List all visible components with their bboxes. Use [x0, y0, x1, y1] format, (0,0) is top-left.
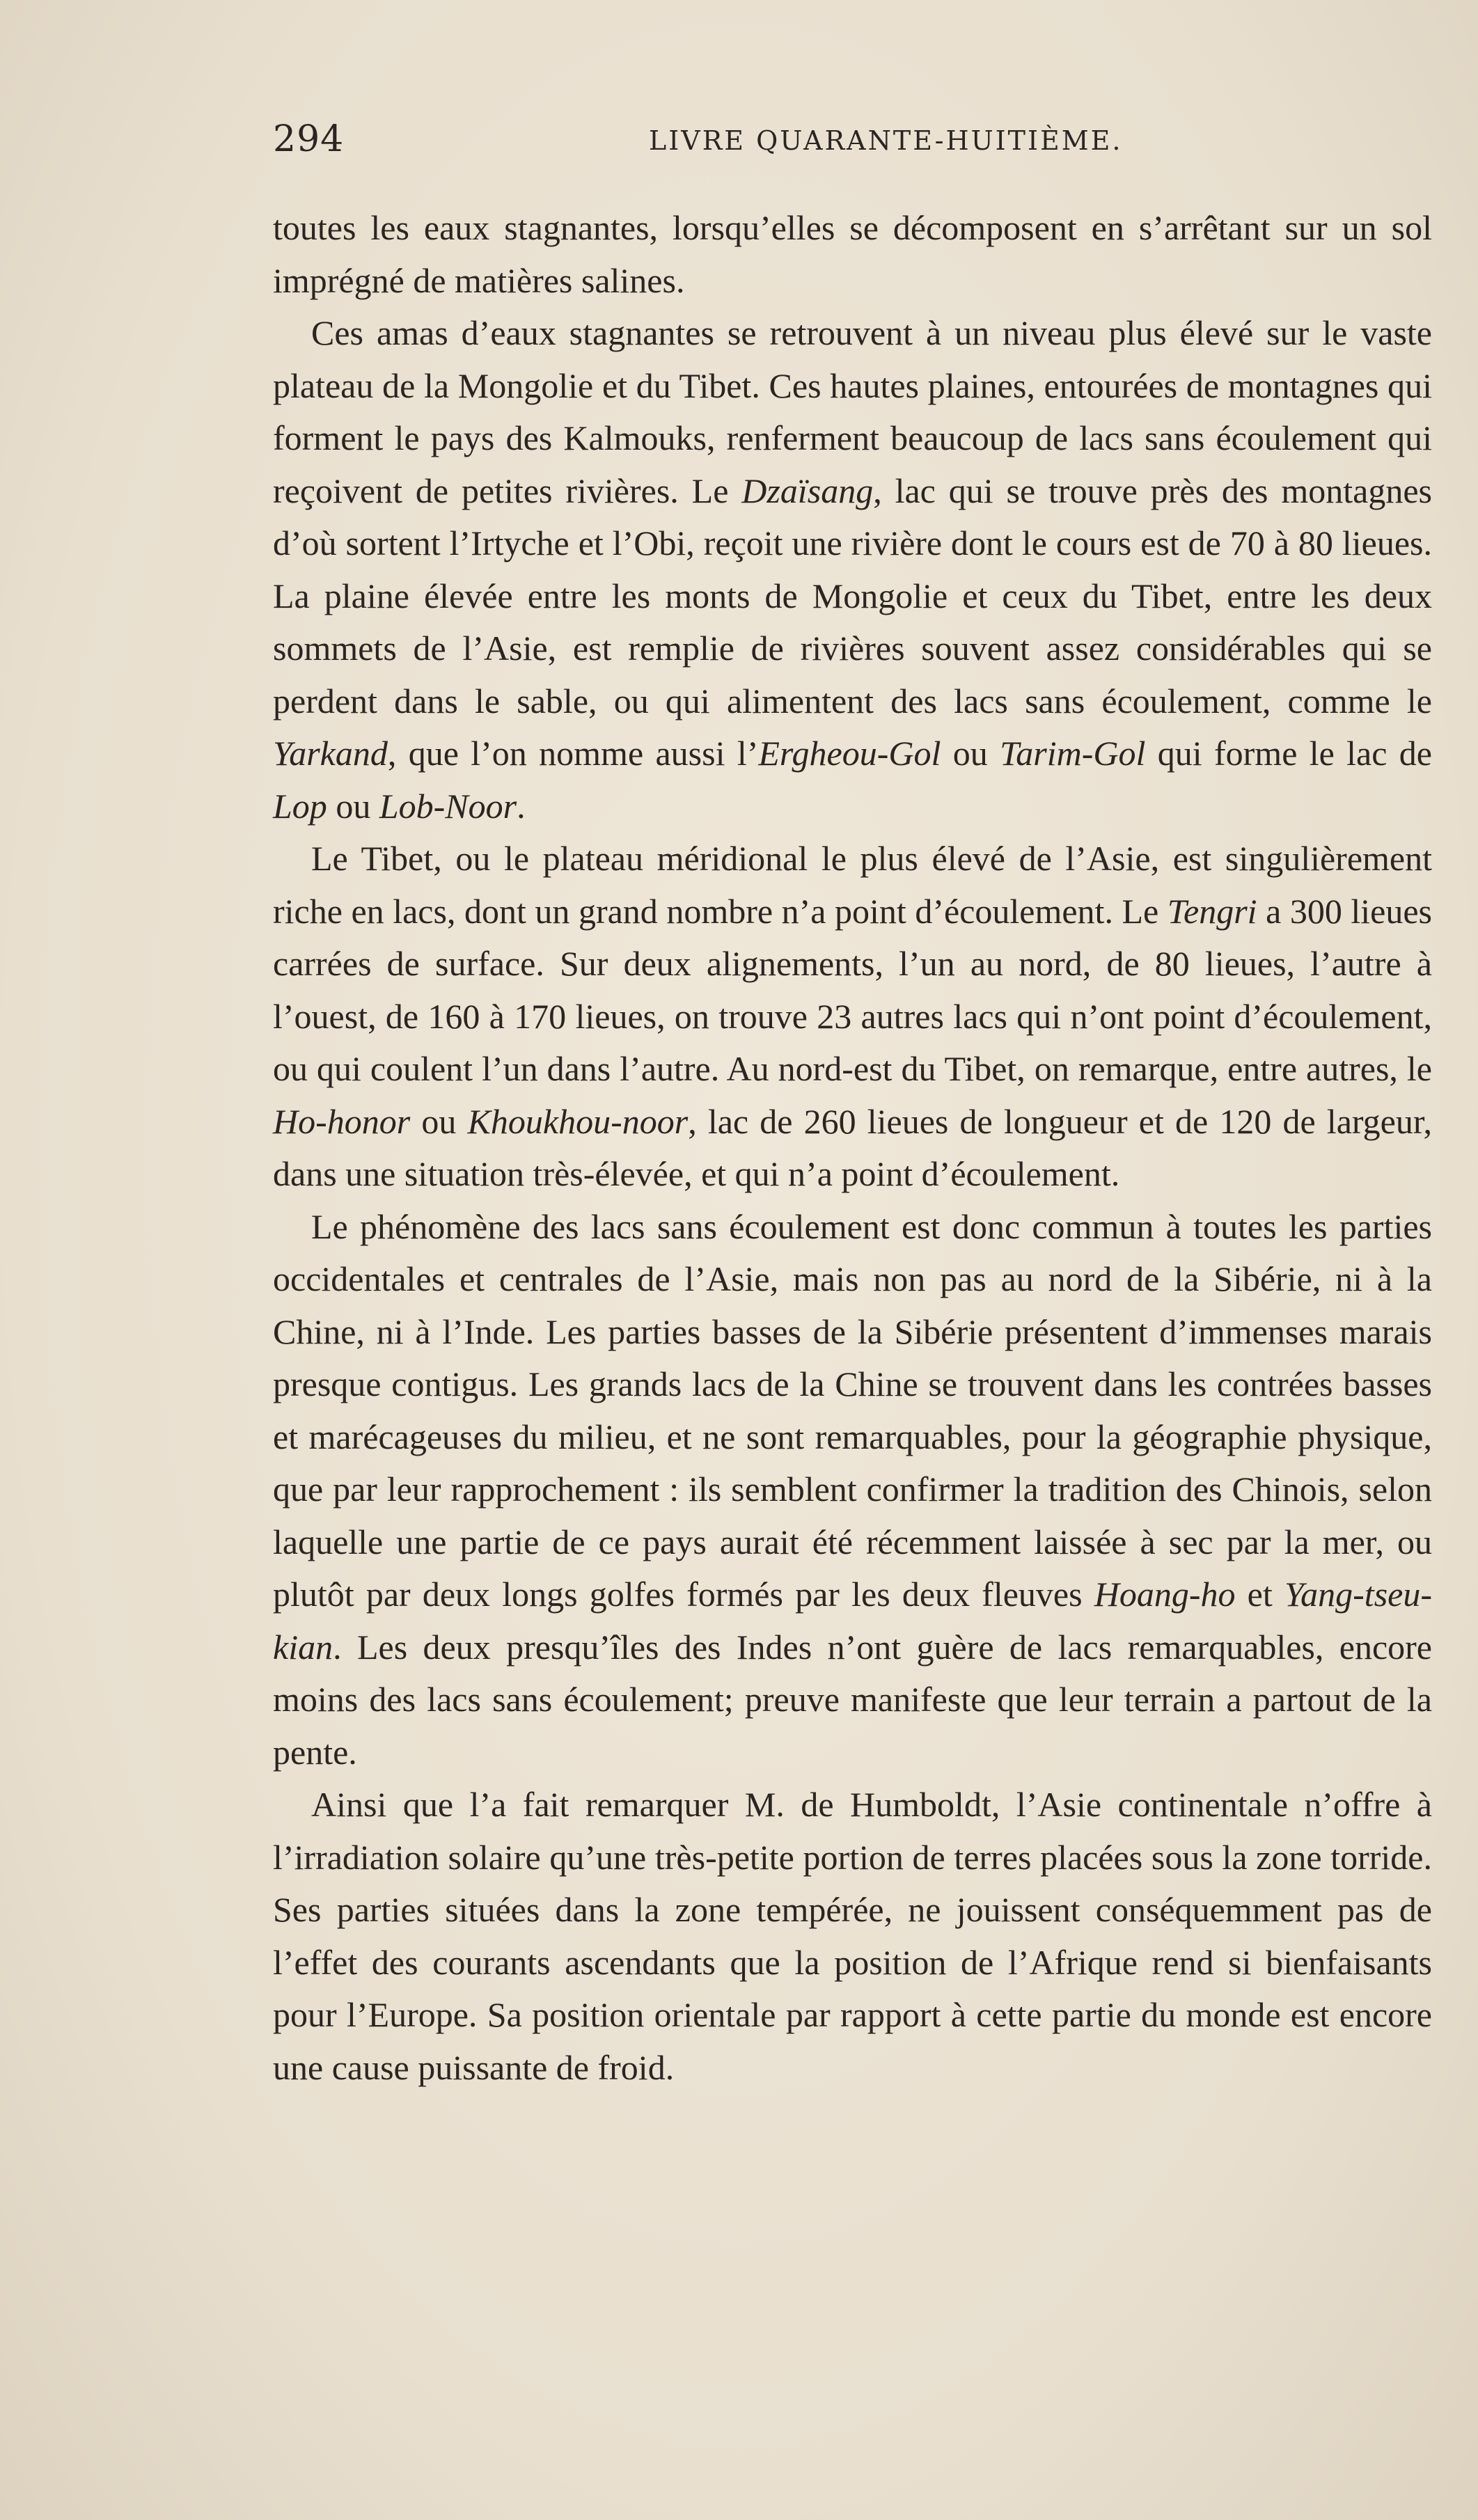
text-run: a 300 lieues carrées de surface. Sur deux alignements, l’un au nord, de 80 lieues, l’autre à l’ouest, de 160 à 170 lieues, on trouve 23 autres lacs qui n’ont point d’écoulement, ou qui coulent l’un dans l’autre. Au nord-est du Tibet, on remarque, entre autres, le [273, 891, 1432, 1088]
text-run: Ces amas d’eaux stagnantes se retrouvent à un niveau plus élevé sur le vaste plateau de la Mongolie et du Tibet. Ces hautes plaines, entourées de montagnes qui forment le pays des Kalmouks, renferment beaucoup de lacs sans écoulement qui reçoivent de petites rivières. Le [273, 313, 1432, 510]
page-header [273, 118, 1432, 174]
italic-term: Hoang-ho [1094, 1575, 1236, 1614]
italic-term: Tarim-Gol [1000, 734, 1146, 773]
paragraph-1 [273, 202, 1432, 307]
body-text [273, 202, 1432, 2094]
running-title: LIVRE QUARANTE-HUITIÈME. [649, 125, 1123, 156]
text-run: Le phénomène des lacs sans écoulement est donc commun à toutes les parties occidentales et centrales de l’Asie, mais non pas au nord de la Sibérie, ni à la Chine, ni à l’Inde. Les parties basses de la Sibérie présentent d’immenses marais presque contigus. Les grands lacs de la Chine se trouvent dans les contrées basses et marécageuses du milieu, et ne sont remarquables, pour la géographie physique, que par leur rapprochement : ils semblent confirmer la tradition des Chinois, selon laquelle une partie de ce pays aurait été récemment laissée à sec par la mer, ou plutôt par deux longs golfes formés par les deux fleuves [273, 1206, 1432, 1614]
italic-term: Yang-tseu-kian [273, 1575, 1432, 1667]
text-run: ou [327, 786, 379, 826]
text-run: qui forme le lac de [1145, 734, 1432, 773]
italic-term: Khoukhou-noor [467, 1101, 689, 1141]
text-run: Ainsi que l’a fait remarquer M. de Humboldt, l’Asie continentale n’offre à l’irradiation solaire qu’une très-petite portion de terres placées sous la zone torride. Ses parties situées dans la zone tempérée, ne jouissent conséquemment pas de l’effet des courants ascendants que la position de l’Afrique rend si bienfaisants pour l’Europe. Sa position orientale par rapport à cette partie du monde est encore une cause puissante de froid. [273, 1785, 1432, 2087]
text-run: , que l’on nomme aussi l’ [387, 734, 759, 773]
paragraph-2 [273, 307, 1432, 833]
paragraph-3 [273, 833, 1432, 1201]
text-run: et [1235, 1575, 1284, 1614]
text-run: , lac de 260 lieues de longueur et de 120 de largeur, dans une situation très-élevée, et qui n’a point d’écoulement. [273, 1101, 1433, 1193]
italic-term: Ergheou-Gol [758, 734, 941, 773]
page-number: 294 [273, 118, 345, 160]
text-run: ou [410, 1101, 468, 1141]
italic-term: Ho-honor [273, 1101, 411, 1141]
italic-term: Lob-Noor [379, 786, 517, 826]
text-run: Le Tibet, ou le plateau méridional le plus élevé de l’Asie, est singulièrement riche en lacs, dont un grand nombre n’a point d’écoulement. Le [273, 839, 1432, 931]
italic-term: Tengri [1167, 891, 1257, 931]
italic-term: Dzaïsang [741, 471, 874, 510]
paragraph-4 [273, 1201, 1432, 1779]
text-run: ou [941, 734, 1000, 773]
italic-term: Lop [273, 786, 327, 826]
paragraph-5 [273, 1779, 1432, 2094]
text-run: , lac qui se trouve près des montagnes d’où sortent l’Irtyche et l’Obi, reçoit une rivière dont le cours est de 70 à 80 lieues. La plaine élevée entre les monts de Mongolie et ceux du Tibet, entre les deux sommets de l’Asie, est remplie de rivières souvent assez considérables qui se perdent dans le sable, ou qui alimentent des lacs sans écoulement, comme le [273, 471, 1432, 720]
text-run: . Les deux presqu’îles des Indes n’ont guère de lacs remarquables, encore moins des lacs sans écoulement; preuve manifeste que leur terrain a partout de la pente. [273, 1627, 1432, 1772]
italic-term: Yarkand [273, 734, 388, 773]
text-run: toutes les eaux stagnantes, lorsqu’elles se décomposent en s’arrêtant sur un sol imprégné de matières salines. [273, 208, 1432, 300]
text-run: . [517, 786, 526, 826]
